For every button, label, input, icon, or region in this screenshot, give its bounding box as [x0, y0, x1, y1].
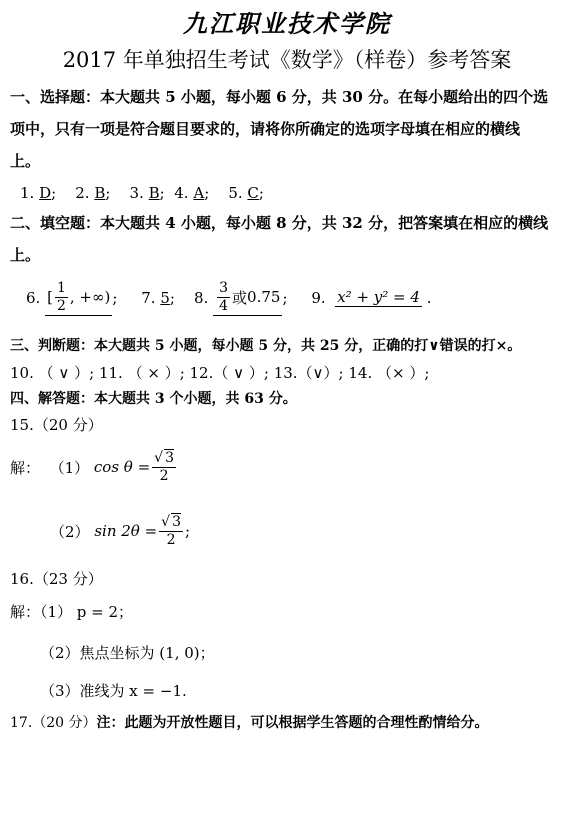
q16-part2: （2）焦点坐标为 (1, 0)； [40, 644, 215, 662]
q15-label: 15.（20 分） [10, 416, 103, 434]
q15-p1-fraction [152, 450, 176, 485]
q15-p1-frac-den: 2 [159, 467, 169, 484]
tf-answers: 10. （ ∨ ）; 11. （ × ）; 12.（ ∨ ）; 13.（∨）; 14. （× ）; [10, 364, 430, 382]
q15-part1 [10, 450, 178, 485]
mc-q1-num: 1. [20, 184, 35, 202]
section3-heading: 三、判断题：本大题共 5 小题，每小题 5 分，共 25 分，正确的打∨错误的打×。 [10, 338, 522, 354]
section4-heading: 四、解答题：本大题共 3 个小题，共 63 分。 [10, 391, 297, 407]
q17-note: 注：此题为开放性题目，可以根据学生答题的合理性酌情给分。 [96, 715, 489, 731]
section2-line1: 二、填空题：本大题共 4 小题，每小题 8 分，共 32 分，把答案填在相应的横线 [10, 214, 549, 232]
q15-p1-label: （1） [49, 458, 90, 477]
fill-q8-or: 或 [232, 288, 248, 307]
q15-p2-radicand: 3 [172, 514, 182, 530]
q15-p2-lhs: sin 2θ = [94, 522, 158, 541]
fill-q6-bracket: [ [47, 288, 53, 307]
fill-q6-frac-num: 1 [56, 280, 66, 296]
fill-q6-num: 6. [26, 288, 41, 307]
mc-q4-answer: A [193, 184, 205, 202]
fill-q8-num: 8. [194, 288, 209, 307]
mc-q3-answer: B [148, 184, 160, 202]
section1-line1: 一、选择题：本大题共 5 小题，每小题 6 分，共 30 分。在每小题给出的四个选 [10, 88, 549, 106]
q17 [10, 712, 489, 732]
q17-label: 17.（20 分） [10, 715, 97, 731]
fill-q6-answer [45, 280, 112, 316]
mc-q2-num: 2. [75, 184, 90, 202]
fill-q8-decimal: 0.75 [247, 288, 281, 307]
mc-q2-answer: B [94, 184, 106, 202]
fill-q6-frac-den: 2 [56, 297, 66, 314]
q16-part3: （3）准线为 x = −1. [40, 682, 187, 700]
fill-q8-answer [213, 280, 282, 316]
fill-q7-num: 7. [141, 288, 156, 307]
fill-q9-num: 9. [311, 288, 326, 307]
q15-p1-lhs: cos θ = [93, 458, 151, 477]
fill-q6-fraction [55, 280, 68, 315]
mc-answers: 1. D; 2. B; 3. B; 4. A; 5. C; [20, 184, 264, 202]
fill-q9-answer: x² + y² = 4 [337, 288, 420, 307]
mc-q1-answer: D [39, 184, 52, 202]
section2-line2: 上。 [10, 246, 41, 264]
fill-q6-rest: , +∞) [69, 288, 111, 307]
page-title: 2017 年单独招生考试《数学》（样卷）参考答案 [62, 48, 512, 72]
q15-p2-frac-num: √ 3 [161, 514, 182, 530]
q15-p1-radicand: 3 [165, 450, 174, 466]
q15-p1-frac-num: √ 3 [154, 450, 174, 466]
q15-jie: 解： [10, 458, 41, 477]
fill-q8-fraction [217, 280, 230, 315]
q15-p2-label: （2） [50, 522, 90, 541]
section1-line2: 项中，只有一项是符合题目要求的，请将你所确定的选项字母填在相应的横线 [10, 120, 521, 138]
fill-answers: 6. [ $\frac{1}{2}$ , +∞) ; 7. 5 ; 8. $\frac{3}{4}$ 或 0.75 ; 9. x² + y² = 4 . [26, 280, 432, 314]
school-name: 九江职业技术学院 [183, 9, 391, 38]
q15-p2-fraction [159, 514, 183, 549]
mc-q5-answer: C [247, 184, 259, 202]
mc-q4-num: 4. [174, 184, 189, 202]
mc-q5-num: 5. [228, 184, 243, 202]
q15-part2: （2） sin 2θ = $\frac{√ 3}{2}$ ; [50, 514, 191, 548]
fill-q7-answer: 5 [160, 288, 170, 307]
fill-q8-frac-num: 3 [219, 280, 229, 296]
q15-p2-frac-den: 2 [166, 531, 176, 548]
q16-part1: 解：（1） p = 2； [10, 603, 134, 621]
section1-line3: 上。 [10, 152, 41, 170]
q16-label: 16.（23 分） [10, 570, 103, 588]
mc-q3-num: 3. [129, 184, 144, 202]
fill-q8-frac-den: 4 [219, 297, 229, 314]
